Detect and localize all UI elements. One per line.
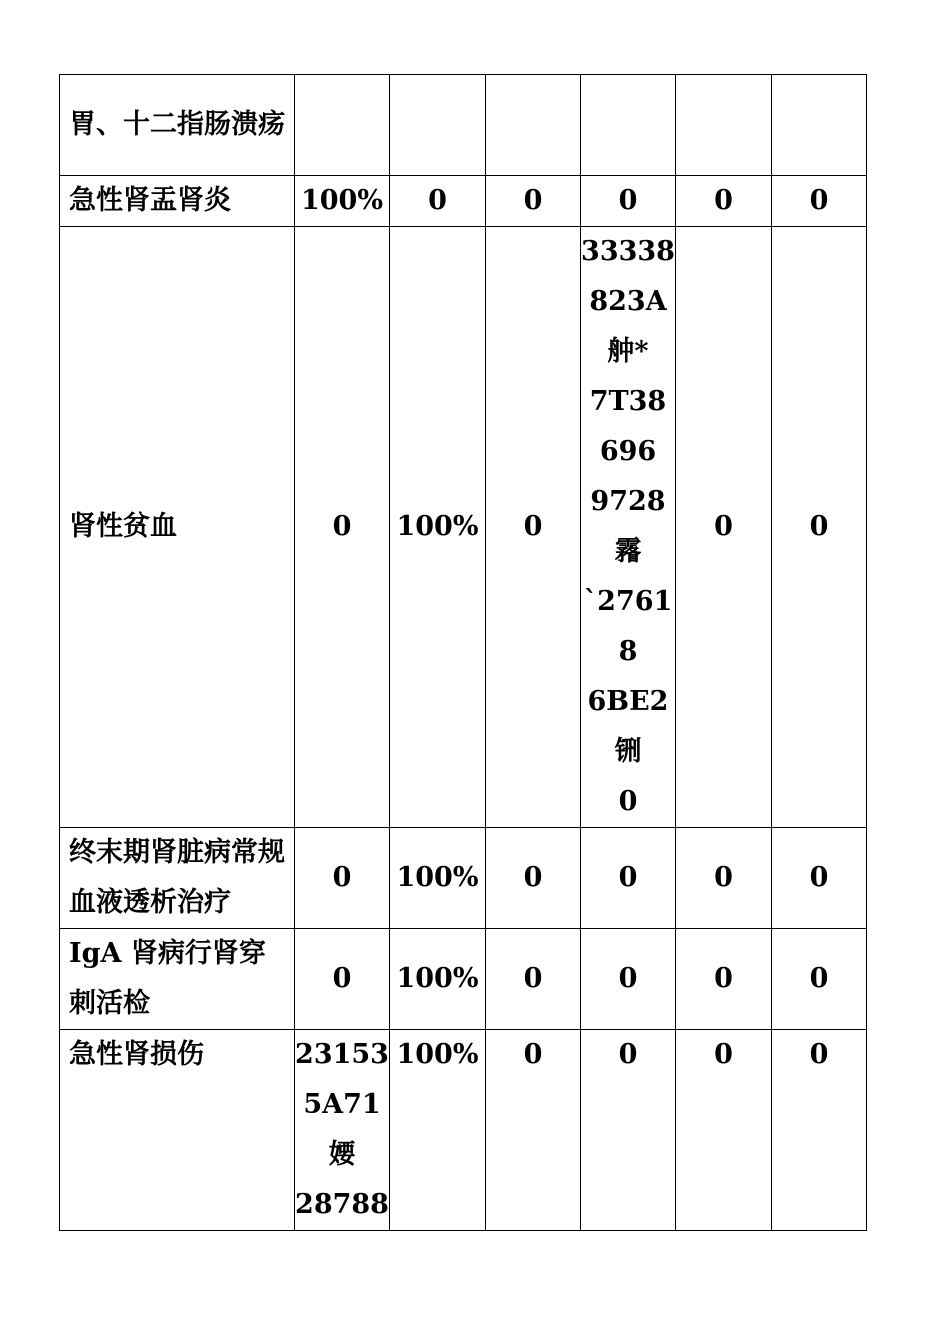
table-cell: 100% (295, 176, 390, 227)
table-cell: 0 (772, 929, 867, 1030)
table-cell: 100% (390, 227, 486, 828)
table-cell-multiline (581, 227, 676, 828)
table-cell: 0 (581, 176, 676, 227)
table-cell: 0 (772, 1030, 867, 1231)
table-cell: 0 (676, 176, 772, 227)
row-name: IgA 肾病行肾穿刺活检 (60, 929, 295, 1030)
table-row (60, 176, 867, 227)
table-cell: 0 (581, 1030, 676, 1231)
cell-line: 28788 (295, 1189, 389, 1220)
table-cell: 0 (676, 929, 772, 1030)
table-row (60, 929, 867, 1030)
row-name: 急性肾盂肾炎 (60, 176, 295, 227)
cell-line: 6BE2 (587, 686, 669, 717)
table-cell: 0 (676, 828, 772, 929)
table-cell (676, 75, 772, 176)
cell-line: 696 (599, 436, 657, 467)
cell-line: 舯* (607, 336, 649, 367)
cell-line: 霿 (614, 536, 642, 567)
table-row (60, 75, 867, 176)
table-cell: 0 (295, 828, 390, 929)
table-cell (390, 75, 486, 176)
table-cell: 0 (486, 828, 581, 929)
table-cell (295, 75, 390, 176)
cell-line: 823A (589, 286, 667, 317)
table-cell: 0 (772, 176, 867, 227)
cell-line: 5A71 (303, 1089, 381, 1120)
table-cell: 0 (772, 828, 867, 929)
table-row (60, 828, 867, 929)
cell-line: 7T38 (589, 386, 667, 417)
table-cell: 0 (676, 227, 772, 828)
cell-line: `2761 (583, 586, 673, 617)
row-name: 胃、十二指肠溃疡 (60, 75, 295, 176)
cell-line: 9728 (590, 486, 666, 517)
table-row (60, 1030, 867, 1231)
row-name: 终末期肾脏病常规血液透析治疗 (60, 828, 295, 929)
cell-line: 8 (618, 636, 638, 667)
row-name: 肾性贫血 (60, 227, 295, 828)
table-cell: 100% (390, 828, 486, 929)
table-cell: 0 (295, 227, 390, 828)
table-cell: 0 (676, 1030, 772, 1231)
table-cell: 100% (390, 1030, 486, 1231)
cell-line: 0 (618, 786, 638, 817)
table-cell: 0 (390, 176, 486, 227)
table-cell: 0 (486, 227, 581, 828)
table-cell (772, 75, 867, 176)
table-cell: 0 (581, 828, 676, 929)
table-cell: 0 (772, 227, 867, 828)
cell-line: 33338 (581, 236, 675, 267)
table-cell: 0 (295, 929, 390, 1030)
table-cell: 0 (486, 1030, 581, 1231)
table-cell: 0 (486, 176, 581, 227)
cell-line: 婹 (328, 1139, 356, 1170)
table-cell: 100% (390, 929, 486, 1030)
data-table (59, 74, 867, 1231)
table-row (60, 227, 867, 828)
table-cell: 0 (486, 929, 581, 1030)
table-cell (486, 75, 581, 176)
table-cell (581, 75, 676, 176)
cell-line: 铏 (614, 736, 642, 767)
cell-line: 23153 (295, 1039, 389, 1070)
table-cell: 0 (581, 929, 676, 1030)
row-name: 急性肾损伤 (60, 1030, 295, 1231)
table-cell-multiline (295, 1030, 390, 1231)
